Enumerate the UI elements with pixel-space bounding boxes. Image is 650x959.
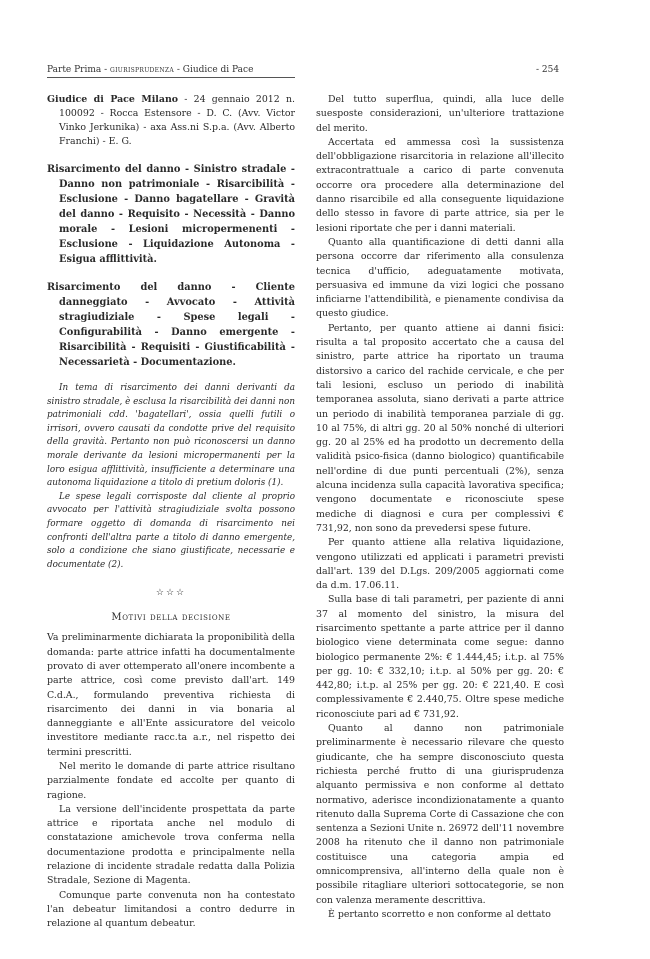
body-paragraph: Nel merito le domande di parte attrice risultano parzialmente fondate ed accolte per quanto di ragione. [47, 760, 295, 801]
massima-first: In tema di risarcimento dei danni derivanti da sinistro stradale, è esclusa la risarcibilità dei danni non patrimoniali cdd. 'bagatellari', ossia quelli futili o irrisori, ovvero causati da condotte prive del requisito della gravità. Pertanto non può riconoscersi un danno morale derivante da lesioni micropermanenti per la loro esigua afflittività, insufficiente a determinare una autonoma liquidazione a titolo di pretium doloris (1). [47, 383, 295, 489]
header-section: Parte Prima [47, 65, 102, 75]
body-paragraph: Sulla base di tali parametri, per paziente di anni 37 al momento del sinistro, la misura del risarcimento spettante a parte attrice per il danno biologico viene determinata come segue: danno biologico permanente 2%: € 1.444,45; i.t.p. al 75% per gg. 10: € 332,10; i.t.p. al 50% per gg. 20: € 442,80; i.t.p. al 25% per gg. 20: € 221,40. E così complessivamente € 2.440,75. Oltre spese mediche riconosciute pari ad € 731,92. [316, 594, 564, 720]
left-column [47, 93, 295, 932]
section-title: Motivi della decisione [111, 612, 231, 624]
header-subject: giurisprudenza [110, 65, 175, 75]
asterism-divider: ☆☆☆ [155, 588, 187, 599]
header-court: Giudice di Pace [182, 65, 254, 75]
body-paragraph: Comunque parte convenuta non ha contestato l'an debeatur limitandosi a contro dedurre in relazione al quantum debeatur. [47, 889, 295, 930]
case-court-date: Giudice di Pace Milano [47, 94, 179, 105]
right-column [316, 93, 564, 922]
keywords-first: Risarcimento del danno - Sinistro stradale - Danno non patrimoniale - Risarcibilità - Esclusione - Danno bagatellare - Gravità del danno - Requisito - Necessità - Danno morale - Lesioni micropermenenti - Esclusione - Liquidazione Autonoma - Esigua afflittività. [47, 164, 295, 265]
body-paragraph: Pertanto, per quanto attiene ai danni fisici: risulta a tal proposito accertato che a causa del sinistro, parte attrice ha riportato un trauma distorsivo a carico del rachide cervicale, e che per tali lesioni, escluso un periodo di inabilità temporanea assoluta, siano derivati a parte attrice un periodo di inabilità temporanea parziale di gg. 10 al 75%, di altri gg. 20 al 50% nonché di ulteriori gg. 20 al 25% ed ha prodotto un decremento della validità psico-fisica (danno biologico) quantificabile nell'ordine di due punti percentuali (2%), senza alcuna incidenza sulla capacità lavorativa specifica; vengono documentate e riconosciute spese mediche di diagnosi e cura per complessivi € 731,92, non sono da prevedersi spese future. [316, 322, 564, 534]
running-head: Parte Prima - giurisprudenza - Giudice di Pace [47, 64, 295, 78]
body-paragraph: Per quanto attiene alla relativa liquidazione, vengono utilizzati ed applicati i parametri previsti dall'art. 139 del D.Lgs. 209/2005 aggiornati come da d.m. 17.06.11. [316, 537, 564, 592]
case-reference [47, 93, 295, 149]
body-paragraph: Quanto alla quantificazione di detti danni alla persona occorre dar riferimento alla consulenza tecnica d'ufficio, adeguatamente motivata, persuasiva ed immune da vizi logici che possano inficiarne l'attendibilità, e pienamente condivisa da questo giudice. [316, 236, 564, 320]
body-paragraph: Va preliminarmente dichiarata la proponibilità della domanda: parte attrice infatti ha documentalmente provato di aver ottemperato all'onere incombente a parte attrice, così come previsto dall'art. 149 C.d.A., formulando preventiva richiesta di risarcimento dei danni in via bonaria al danneggiante e all'Ente assicuratore del veicolo investitore mediante racc.ta a.r., nel rispetto dei termini prescritti. [47, 632, 295, 758]
keywords-second: Risarcimento del danno - Cliente danneggiato - Avvocato - Attività stragiudiziale - Spese legali - Configurabilità - Danno emergente - Risarcibilità - Requisiti - Giustificabilità - Necessarietà - Documentazione. [47, 282, 295, 368]
body-paragraph: La versione dell'incidente prospettata da parte attrice e riportata anche nel modulo di constatazione amichevole trova conferma nella documentazione prodotta e principalmente nella relazione di incidente stradale redatta dalla Polizia Stradale, Sezione di Magenta. [47, 803, 295, 887]
body-paragraph: Quanto al danno non patrimoniale preliminarmente è necessario rilevare che questo giudicante, che ha sempre disconosciuto questa richiesta perché frutto di una giurisprudenza alquanto permissiva e non conforme al dettato normativo, aderisce incondizionatamente a quanto ritenuto dalla Suprema Corte di Cassazione che con sentenza a Sezioni Unite n. 26972 dell'11 novembre 2008 ha ritenuto che il danno non patrimoniale costituisce una categoria ampia ed omnicomprensiva, all'interno della quale non è possibile ritagliare ulteriori sottocategorie, se non con valenza meramente descrittiva. [316, 723, 564, 906]
case-details: - 24 gennaio 2012 n. 100092 - Rocca Estensore - D. C. (Avv. Victor Vinko Jerkunika) - axa Ass.ni S.p.a. (Avv. Alberto Franchi) - E. G. [59, 94, 295, 147]
body-paragraph: Accertata ed ammessa così la sussistenza dell'obbligazione risarcitoria in relazione all'illecito extracontrattuale a carico di parte convenuta occorre ora procedere alla determinazione del danno risarcibile ed alla conseguente liquidazione dello stesso in favore di parte attrice, sia per le lesioni riportate che per i danni materiali. [316, 136, 564, 234]
massima-second: Le spese legali corrisposte dal cliente al proprio avvocato per l'attività stragiudiziale svolta possono formare oggetto di domanda di risarcimento nei confronti dell'altra parte a titolo di danno emergente, solo a condizione che siano giustificate, necessarie e documentate (2). [47, 491, 295, 570]
body-paragraph: È pertanto scorretto e non conforme al dettato [328, 908, 551, 920]
page-number: - 254 [536, 65, 560, 75]
body-paragraph: Del tutto superflua, quindi, alla luce delle suesposte considerazioni, un'ulteriore trattazione del merito. [316, 94, 564, 134]
